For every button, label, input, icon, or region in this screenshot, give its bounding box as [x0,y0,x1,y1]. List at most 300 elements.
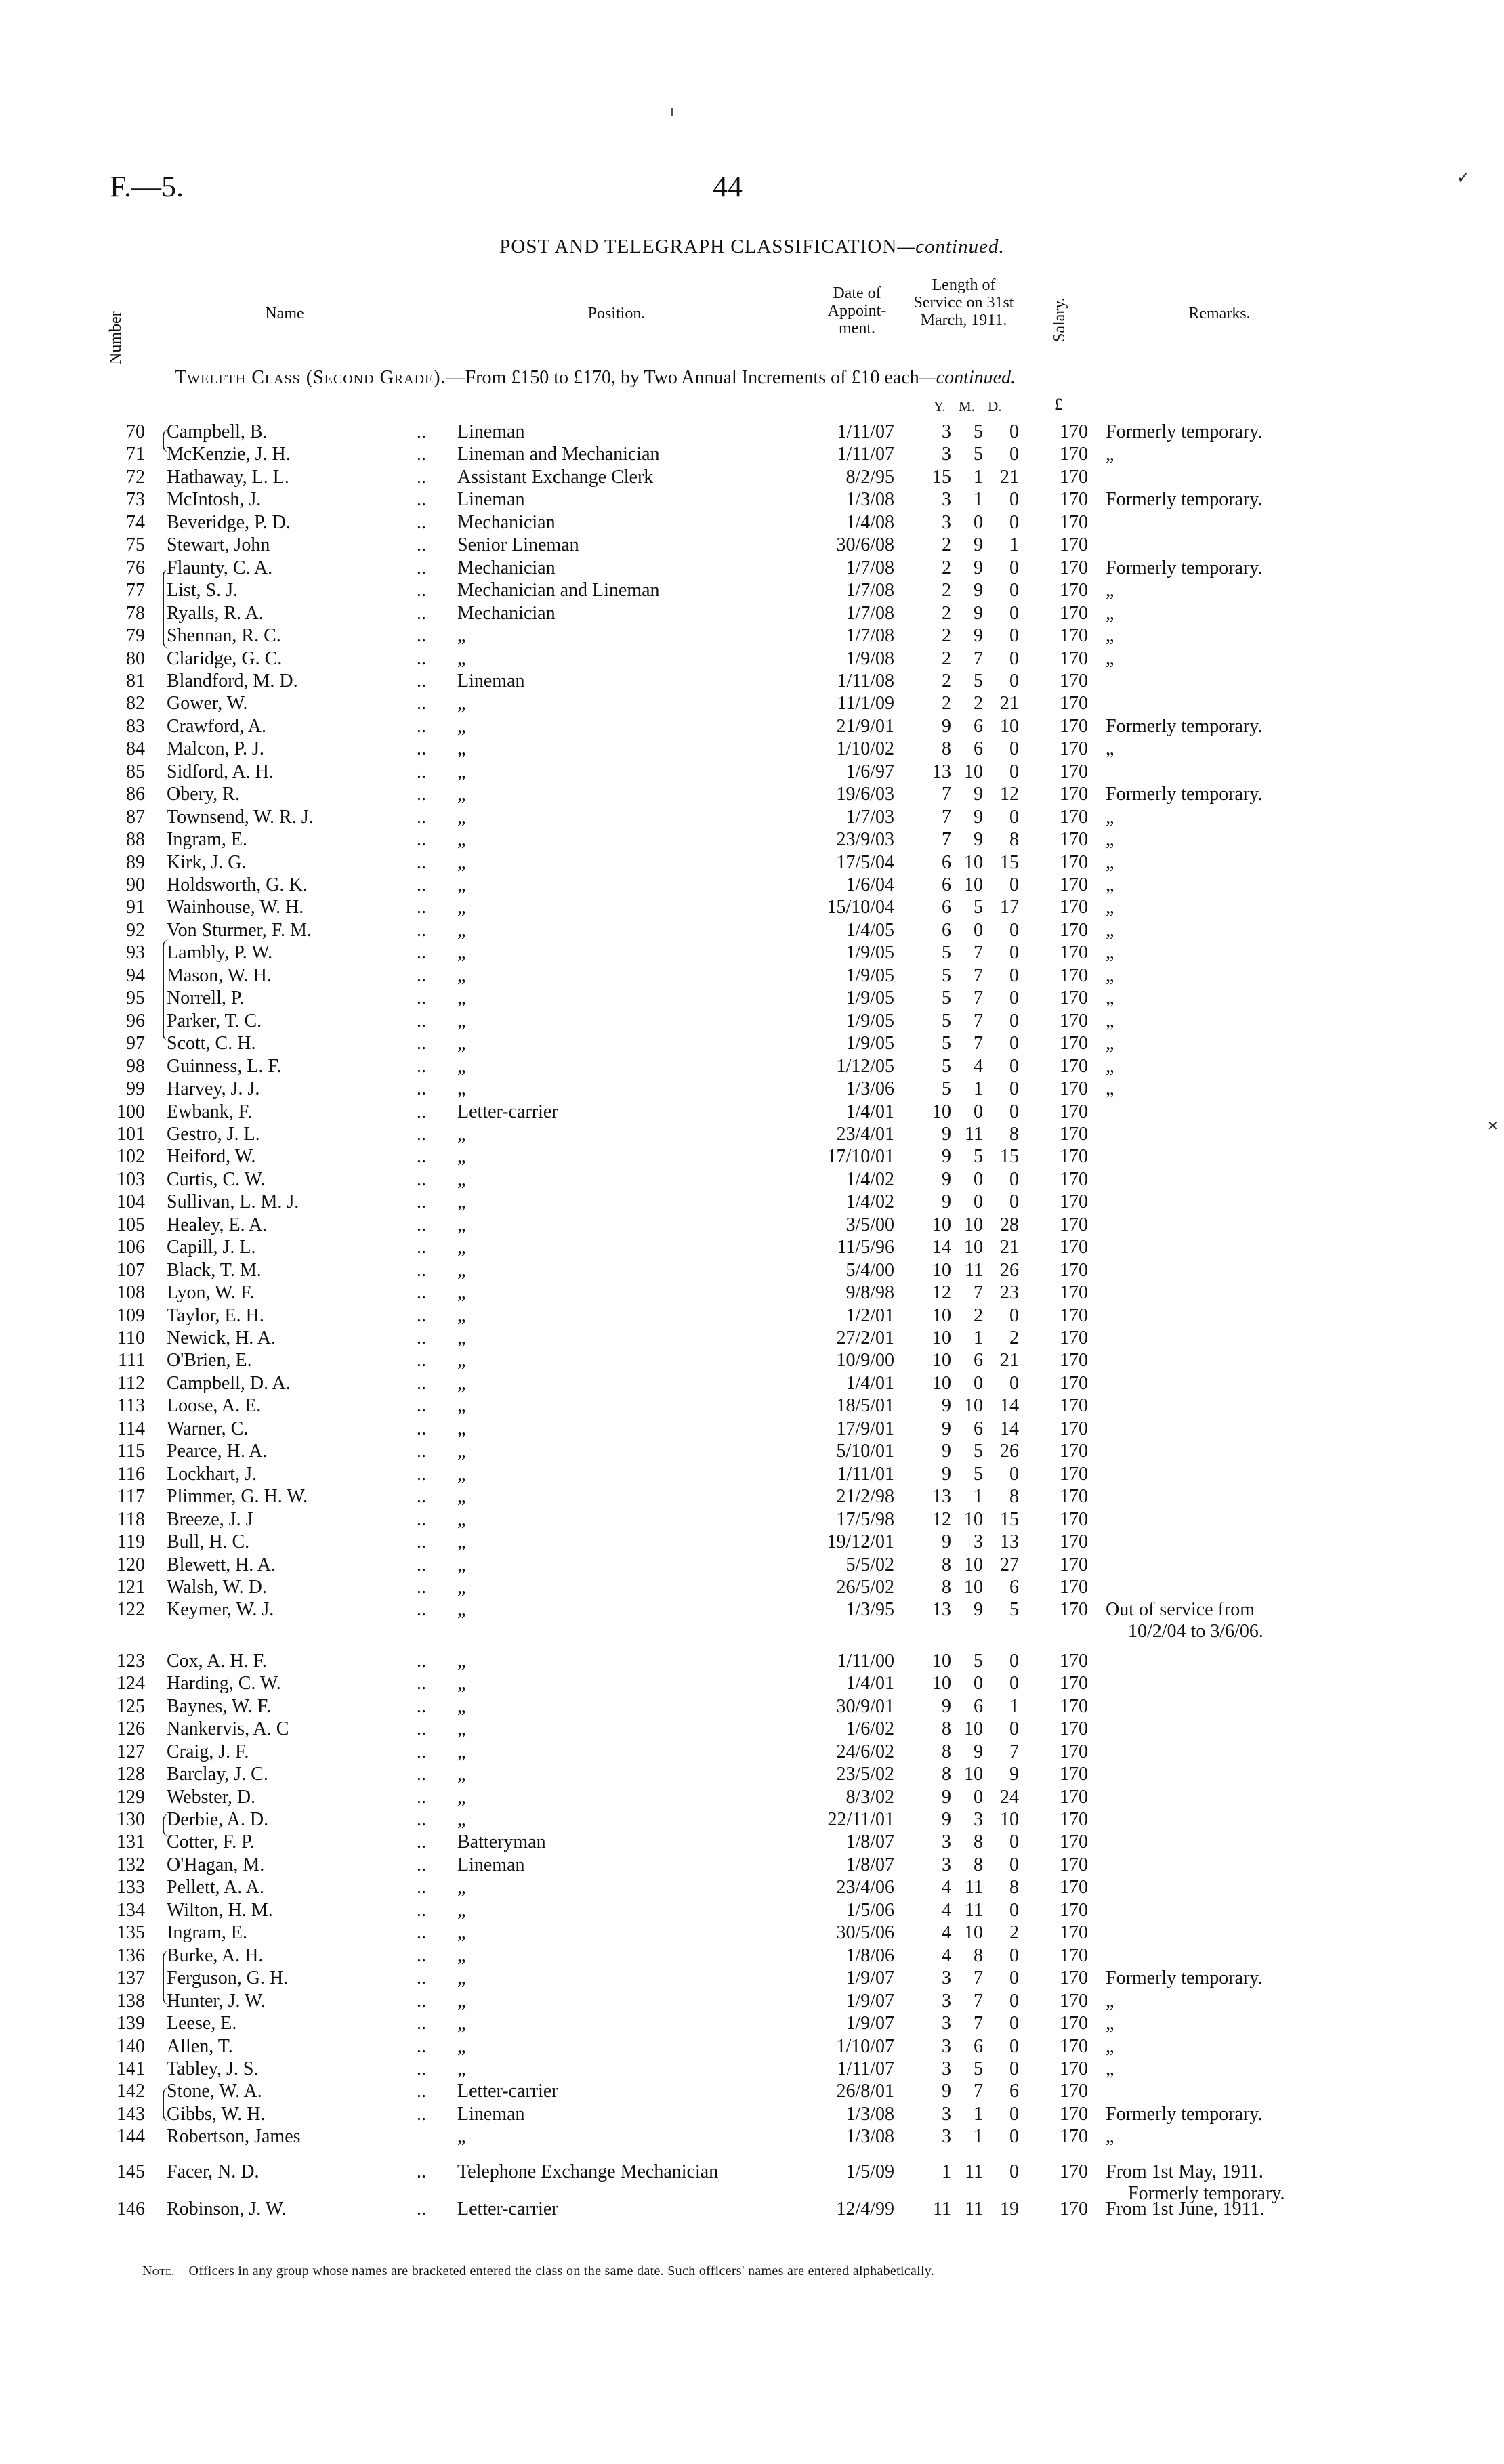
service-months: 1 [974,466,983,488]
row-number: 99 [126,1078,145,1100]
service-years: 9 [942,1168,951,1190]
position: „ [457,1531,466,1553]
position: Lineman [457,489,525,511]
position: „ [457,1010,466,1032]
service-days: 0 [1009,1372,1019,1394]
officer-name: Crawford, A. [167,715,266,737]
leader-dots: .. [417,693,426,715]
salary: 170 [1060,1372,1088,1394]
remarks: „ [1106,2126,1114,2148]
class-heading-label: Twelfth Class (Second Grade). [175,367,446,388]
remarks: „ [1106,897,1114,918]
salary: 170 [1060,1968,1088,1989]
position: „ [457,1214,466,1235]
officer-name: Tabley, J. S. [167,2058,259,2079]
position: „ [457,964,466,986]
table-row [0,1554,1504,1577]
table-row [0,852,1504,875]
officer-name: Campbell, D. A. [167,1372,291,1394]
service-days: 0 [1009,580,1019,601]
remarks: „ [1106,919,1114,941]
appointment-date: 26/8/01 [836,2081,894,2102]
appointment-date: 1/3/08 [845,2126,894,2148]
row-number: 116 [117,1463,145,1485]
officer-name: Black, T. M. [167,1259,262,1281]
salary: 170 [1060,829,1088,851]
officer-name: Lockhart, J. [167,1463,257,1485]
service-days: 28 [1000,1214,1019,1235]
leader-dots: .. [417,1786,426,1808]
service-days: 19 [1000,2199,1019,2220]
row-number: 93 [126,942,145,964]
officer-name: Breeze, J. J [167,1508,253,1530]
appointment-date: 10/9/00 [836,1350,894,1372]
service-months: 5 [974,1650,983,1672]
appointment-date: 1/9/05 [845,987,894,1009]
salary: 170 [1060,1168,1088,1190]
appointment-date: 1/4/01 [845,1101,894,1122]
service-days: 0 [1009,1673,1019,1695]
salary: 170 [1060,2013,1088,2035]
service-years: 3 [942,2035,951,2057]
service-years: 2 [942,602,951,624]
row-number: 111 [118,1350,145,1372]
service-years: 2 [942,647,951,669]
service-months: 5 [974,1441,983,1462]
remarks: „ [1106,942,1114,964]
class-heading-suffix: —continued. [919,367,1016,388]
leader-dots: .. [417,738,426,760]
service-months: 8 [974,1831,983,1853]
service-years: 10 [932,1259,951,1281]
position: „ [457,1372,466,1394]
row-number: 80 [126,647,145,669]
service-months: 6 [974,1695,983,1717]
leader-dots: .. [417,1718,426,1740]
row-number: 109 [117,1304,145,1326]
row-number: 138 [117,1990,145,2012]
service-years: 3 [942,2058,951,2079]
page-number: 44 [713,170,743,203]
appointment-date: 1/6/04 [845,874,894,895]
remarks: From 1st June, 1911. [1106,2199,1265,2220]
service-years: 15 [932,466,951,488]
row-number: 78 [126,602,145,624]
service-years: 2 [942,580,951,601]
salary: 170 [1060,1831,1088,1853]
service-months: 0 [974,1168,983,1190]
service-months: 0 [974,919,983,941]
leader-dots: .. [417,1237,426,1258]
officer-name: Heiford, W. [167,1146,256,1168]
service-days: 0 [1009,511,1019,533]
salary: 170 [1060,670,1088,692]
row-number: 92 [126,919,145,941]
row-number: 73 [126,489,145,511]
service-months: 1 [974,2126,983,2148]
table-row [0,1191,1504,1214]
appointment-date: 1/12/05 [836,1055,894,1077]
appointment-date: 1/3/06 [845,1078,894,1100]
page-title-suffix: —continued. [897,236,1005,257]
officer-name: Warner, C. [167,1418,249,1439]
table-row [0,1260,1504,1283]
group-bracket [163,569,169,649]
service-days: 0 [1009,489,1019,511]
service-months: 7 [974,1033,983,1055]
appointment-date: 19/6/03 [836,784,894,805]
row-number: 146 [117,2199,145,2220]
leader-dots: .. [417,1554,426,1575]
service-months: 11 [965,2161,983,2182]
table-row [0,761,1504,784]
salary: 170 [1060,874,1088,895]
service-years: 7 [942,829,951,851]
remarks: Formerly temporary. [1106,489,1263,511]
service-years: 9 [942,1786,951,1808]
leader-dots: .. [417,580,426,601]
officer-name: Parker, T. C. [167,1010,262,1032]
appointment-date: 1/9/05 [845,1010,894,1032]
salary: 170 [1060,1786,1088,1808]
column-header-number [102,278,129,366]
service-months: 5 [974,444,983,465]
table-row [0,1305,1504,1328]
service-days: 15 [1000,1508,1019,1530]
table-row [0,2058,1504,2081]
appointment-date: 22/11/01 [827,1809,894,1830]
row-number: 104 [117,1191,145,1213]
table-row [0,829,1504,852]
appointment-date: 1/4/08 [845,511,894,533]
service-months: 10 [964,1395,983,1417]
service-months: 4 [974,1055,983,1077]
salary: 170 [1060,738,1088,760]
position: „ [457,1764,466,1785]
officer-name: Burke, A. H. [167,1945,264,1966]
row-number: 126 [117,1718,145,1740]
remarks: Out of service from [1106,1599,1255,1621]
service-years: 7 [942,806,951,828]
appointment-date: 1/3/95 [845,1599,894,1621]
position: Lineman [457,1854,525,1875]
appointment-date: 8/2/95 [845,466,894,488]
officer-name: Cox, A. H. F. [167,1650,267,1672]
row-number: 135 [117,1922,145,1944]
leader-dots: .. [417,511,426,533]
appointment-date: 1/7/08 [845,625,894,647]
row-number: 108 [117,1282,145,1304]
service-months: 2 [974,693,983,715]
table-row [0,489,1504,512]
leader-dots: .. [417,1877,426,1898]
table-row [0,1787,1504,1810]
group-bracket [163,939,169,1041]
service-days: 0 [1009,1033,1019,1055]
table-row [0,2161,1504,2204]
appointment-date: 1/11/07 [837,421,894,442]
service-years: 10 [932,1350,951,1372]
row-number: 94 [126,964,145,986]
appointment-date: 24/6/02 [836,1741,894,1762]
remarks: „ [1106,829,1114,851]
appointment-date: 30/6/08 [836,534,894,556]
salary: 170 [1060,534,1088,556]
remarks: „ [1106,444,1114,465]
service-days: 0 [1009,1831,1019,1853]
service-years: 13 [932,761,951,782]
row-number: 128 [117,1764,145,1785]
position: „ [457,1123,466,1145]
remarks: „ [1106,987,1114,1009]
appointment-date: 5/4/00 [845,1259,894,1281]
position: Batteryman [457,1831,546,1853]
row-number: 91 [126,897,145,918]
service-months: 7 [974,942,983,964]
appointment-date: 1/4/02 [845,1168,894,1190]
leader-dots: .. [417,1741,426,1762]
service-months: 10 [964,1718,983,1740]
service-days: 21 [1000,693,1019,715]
salary: 170 [1060,919,1088,941]
row-number: 85 [126,761,145,782]
service-months: 10 [964,1764,983,1785]
remarks: „ [1106,1078,1114,1100]
service-days: 2 [1009,1922,1019,1944]
service-years: 8 [942,1554,951,1575]
salary: 170 [1060,1463,1088,1485]
table-row [0,1078,1504,1101]
service-years: 9 [942,1418,951,1439]
salary: 170 [1060,1695,1088,1717]
officer-name: Beveridge, P. D. [167,511,291,533]
table-row [0,942,1504,965]
service-months: 7 [974,964,983,986]
group-bracket [163,1951,169,2005]
row-number: 95 [126,987,145,1009]
service-years: 12 [932,1508,951,1530]
row-number: 136 [117,1945,145,1966]
service-years: 4 [942,1877,951,1898]
row-number: 114 [117,1418,145,1439]
salary: 170 [1060,2103,1088,2125]
salary: 170 [1060,444,1088,465]
remarks: „ [1106,1033,1114,1055]
table-row [0,1809,1504,1832]
row-number: 71 [126,444,145,465]
table-row [0,1945,1504,1968]
service-months: 7 [974,987,983,1009]
service-months: 11 [965,1259,983,1281]
remarks: „ [1106,964,1114,986]
leader-dots: .. [417,784,426,805]
officer-name: Sullivan, L. M. J. [167,1191,299,1213]
table-row [0,1056,1504,1079]
position: „ [457,1599,466,1621]
position: „ [457,806,466,828]
officer-name: Sidford, A. H. [167,761,274,782]
officer-name: Guinness, L. F. [167,1055,282,1077]
service-months: 1 [974,1486,983,1508]
service-months: 10 [964,1237,983,1258]
table-row [0,1282,1504,1305]
appointment-date: 11/5/96 [837,1237,894,1258]
column-header-date: Date of Appoint-ment. [827,284,887,337]
row-number: 75 [126,534,145,556]
row-number: 117 [117,1486,145,1508]
appointment-date: 17/10/01 [827,1146,894,1168]
row-number: 107 [117,1259,145,1281]
row-number: 140 [117,2035,145,2057]
table-row [0,1441,1504,1464]
service-months: 9 [974,625,983,647]
appointment-date: 1/8/07 [845,1831,894,1853]
service-days: 0 [1009,647,1019,669]
service-years: 10 [932,1101,951,1122]
remarks: Formerly temporary. [1106,421,1263,442]
officer-name: Holdsworth, G. K. [167,874,308,895]
column-header-remarks: Remarks. [1188,305,1251,322]
service-months: 8 [974,1945,983,1966]
appointment-date: 1/4/01 [845,1372,894,1394]
appointment-date: 1/10/07 [836,2035,894,2057]
service-days: 2 [1009,1327,1019,1348]
service-days: 6 [1009,2081,1019,2102]
position: „ [457,2013,466,2035]
appointment-date: 3/5/00 [845,1214,894,1235]
service-days: 21 [1000,1350,1019,1372]
leader-dots: .. [417,466,426,488]
service-years: 10 [932,1372,951,1394]
service-years: 3 [942,1831,951,1853]
leader-dots: .. [417,421,426,442]
position: „ [457,1786,466,1808]
service-years: 9 [942,1531,951,1553]
service-months: 7 [974,2013,983,2035]
appointment-date: 26/5/02 [836,1576,894,1598]
remarks: „ [1106,2058,1114,2079]
service-years: 4 [942,1899,951,1921]
service-years: 9 [942,1809,951,1830]
salary: 170 [1060,1554,1088,1575]
leader-dots: .. [417,829,426,851]
service-years: 11 [933,2199,951,2220]
leader-dots: .. [417,1831,426,1853]
service-months: 10 [964,1922,983,1944]
table-row [0,512,1504,535]
table-row [0,1124,1504,1147]
leader-dots: .. [417,2035,426,2057]
service-months: 0 [974,1101,983,1122]
appointment-date: 27/2/01 [836,1327,894,1348]
row-number: 79 [126,625,145,647]
service-years: 6 [942,851,951,873]
row-number: 131 [117,1831,145,1853]
service-years: 2 [942,693,951,715]
service-years: 14 [932,1237,951,1258]
service-years: 9 [942,1191,951,1213]
service-months: 0 [974,1191,983,1213]
service-months: 7 [974,1990,983,2012]
officer-name: Bull, H. C. [167,1531,250,1553]
salary: 170 [1060,942,1088,964]
appointment-date: 1/11/01 [837,1463,894,1485]
service-days: 6 [1009,1576,1019,1598]
salary: 170 [1060,580,1088,601]
salary: 170 [1060,1486,1088,1508]
appointment-date: 1/7/08 [845,580,894,601]
service-years: 8 [942,1764,951,1785]
officer-name: Capill, J. L. [167,1237,256,1258]
leader-dots: .. [417,1990,426,2012]
service-months: 7 [974,647,983,669]
service-years: 4 [942,1945,951,1966]
table-row [0,1101,1504,1124]
officer-name: Ferguson, G. H. [167,1968,289,1989]
salary: 170 [1060,1764,1088,1785]
appointment-date: 1/7/08 [845,557,894,578]
appointment-date: 1/9/07 [845,2013,894,2035]
table-row [0,1651,1504,1674]
leader-dots: .. [417,1945,426,1966]
position: Mechanician and Lineman [457,580,660,601]
position: „ [457,738,466,760]
position: „ [457,1055,466,1077]
salary: 170 [1060,1055,1088,1077]
remarks: „ [1106,1990,1114,2012]
position: „ [457,1990,466,2012]
service-months: 10 [964,851,983,873]
row-number: 74 [126,511,145,533]
leader-dots: .. [417,1531,426,1553]
appointment-date: 5/5/02 [845,1554,894,1575]
table-row [0,2081,1504,2104]
position: „ [457,715,466,737]
service-days: 0 [1009,761,1019,782]
salary: 170 [1060,1945,1088,1966]
remarks-continuation: 10/2/04 to 3/6/06. [1128,1621,1263,1642]
salary: 170 [1060,2081,1088,2102]
service-years: 8 [942,1741,951,1762]
row-number: 133 [117,1877,145,1898]
salary: 170 [1060,1237,1088,1258]
position: „ [457,761,466,782]
leader-dots: .. [417,602,426,624]
appointment-date: 1/11/07 [837,2058,894,2079]
salary: 170 [1060,1304,1088,1326]
remarks: Formerly temporary. [1106,557,1263,578]
leader-dots: .. [417,1282,426,1304]
service-years: 2 [942,670,951,692]
appointment-date: 1/6/02 [845,1718,894,1740]
service-days: 24 [1000,1786,1019,1808]
table-row [0,987,1504,1011]
position: Lineman [457,2103,525,2125]
row-number: 97 [126,1033,145,1055]
table-row [0,1718,1504,1741]
service-years: 8 [942,1576,951,1598]
officer-name: O'Hagan, M. [167,1854,265,1875]
row-number: 82 [126,693,145,715]
appointment-date: 1/9/08 [845,647,894,669]
officer-name: Curtis, C. W. [167,1168,266,1190]
service-years: 5 [942,964,951,986]
position: „ [457,851,466,873]
table-row [0,965,1504,988]
position: „ [457,1650,466,1672]
service-days: 0 [1009,1304,1019,1326]
leader-dots: .. [417,2081,426,2102]
